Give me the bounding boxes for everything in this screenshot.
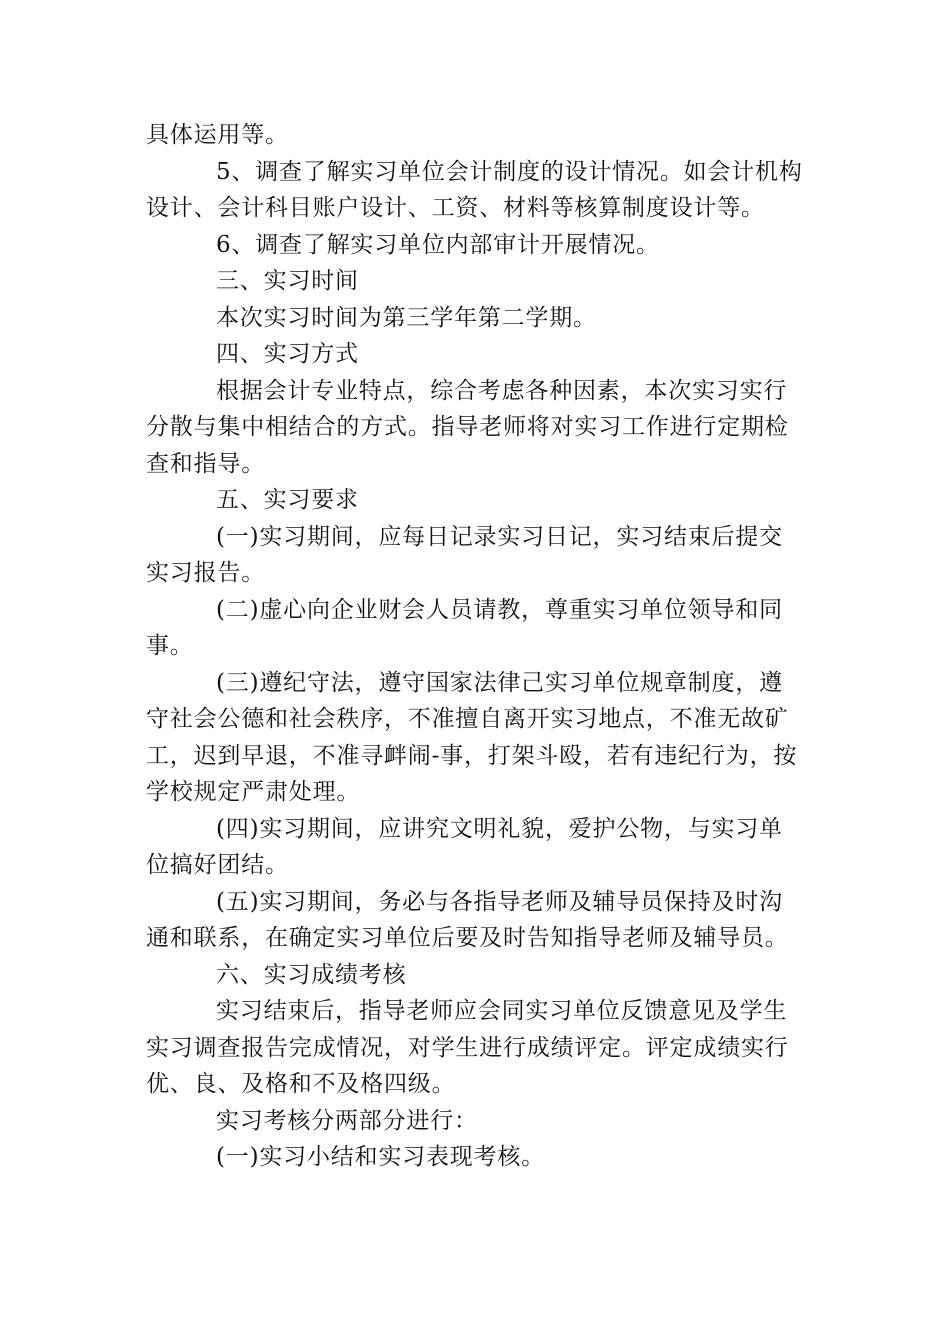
- text-line: 事。: [146, 633, 194, 659]
- text-line: 分散与集中相结合的方式。指导老师将对实习工作进行定期检: [146, 414, 789, 440]
- text-line: (一)实习期间，应每日记录实习日记，实习结束后提交: [216, 523, 783, 550]
- text-line: 本次实习时间为第三学年第二学期。: [216, 304, 597, 331]
- section-heading: 六、实习成绩考核: [216, 961, 407, 988]
- section-heading: 四、实习方式: [216, 341, 359, 367]
- text-line: 学校规定严肃处理。: [146, 779, 361, 805]
- section-heading: 三、实习时间: [216, 268, 359, 294]
- document-body: [146, 117, 806, 1176]
- text-line: (五)实习期间，务必与各指导老师及辅导员保持及时沟: [216, 888, 783, 915]
- text-line: 5、调查了解实习单位会计制度的设计情况。如会计机构: [216, 158, 803, 185]
- text-line: 6、调查了解实习单位内部审计开展情况。: [216, 231, 660, 258]
- text-line: 守社会公德和社会秩序，不准擅自离开实习地点，不准无故矿: [146, 706, 789, 732]
- text-line: 查和指导。: [146, 450, 265, 477]
- text-line: 实习考核分两部分进行：: [216, 1107, 478, 1134]
- text-line: 实习调查报告完成情况，对学生进行成绩评定。评定成绩实行: [146, 1034, 789, 1061]
- text-line: 通和联系，在确定实习单位后要及时告知指导老师及辅导员。: [146, 925, 789, 951]
- text-line: 优、良、及格和不及格四级。: [146, 1071, 456, 1097]
- text-line: (四)实习期间，应讲究文明礼貌，爱护公物，与实习单: [216, 815, 783, 842]
- text-line: 工，迟到早退，不准寻衅闹-事，打架斗殴，若有违纪行为，按: [146, 742, 798, 769]
- text-line: 位搞好团结。: [146, 852, 289, 878]
- text-line: 设计、会计科目账户设计、工资、材料等核算制度设计等。: [146, 195, 765, 221]
- text-line: (一)实习小结和实习表现考核。: [216, 1144, 545, 1170]
- text-line: (三)遵纪守法，遵守国家法律己实习单位规章制度，遵: [216, 669, 783, 696]
- text-line: 根据会计专业特点，综合考虑各种因素，本次实习实行: [216, 377, 788, 404]
- text-line: (二)虚心向企业财会人员请教，尊重实习单位领导和同: [216, 596, 783, 623]
- text-line: 具体运用等。: [146, 122, 289, 148]
- text-line: 实习报告。: [146, 560, 265, 586]
- section-heading: 五、实习要求: [216, 487, 359, 513]
- text-line: 实习结束后，指导老师应会同实习单位反馈意见及学生: [216, 998, 788, 1024]
